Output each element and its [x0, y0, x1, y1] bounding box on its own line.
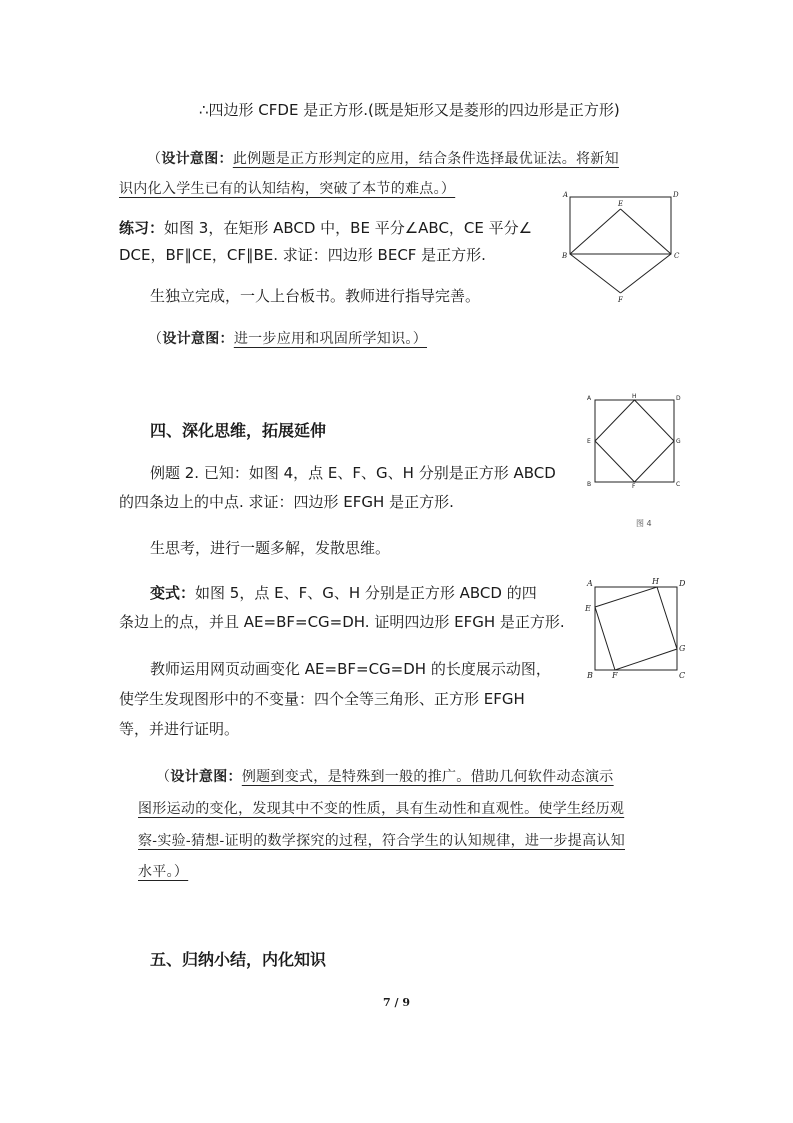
fig4-label-D: D [676, 395, 681, 402]
conclusion-reason: (既是矩形又是菱形的四边形是正方形) [367, 101, 620, 119]
figure-5 [582, 574, 688, 682]
paren-open: （ [156, 769, 171, 785]
fig3-label-A: A [563, 191, 569, 199]
conclusion-line [199, 99, 620, 120]
practice-note: 生独立完成，一人上台板书。教师进行指导完善。 [150, 287, 481, 305]
section-4-heading: 四、深化思维，拓展延伸 [150, 421, 327, 440]
fig5-label-H: H [652, 577, 659, 586]
fig5-label-A: A [587, 579, 593, 588]
practice-line1 [119, 217, 532, 238]
fig5-label-C: C [679, 671, 686, 680]
variant-label: 变式： [150, 584, 196, 602]
fig3-label-D: D [673, 191, 679, 199]
fig4-label-G: G [676, 438, 681, 445]
figure-4 [584, 392, 684, 532]
section-5-heading: 五、归纳小结，内化知识 [150, 950, 327, 969]
fig5-label-G: G [679, 644, 686, 653]
design-intent-1-line1 [147, 148, 619, 168]
example2-line1: 例题 2. 已知：如图 4，点 E、F、G、H 分别是正方形 ABCD [150, 464, 556, 482]
fig5-inner-square [595, 587, 677, 670]
fig4-inner-square [595, 400, 674, 482]
figure-4-caption: 图 4 [636, 519, 652, 528]
fig4-label-C: C [676, 481, 681, 488]
design-intent-text: 例题到变式，是特殊到一般的推广。借助几何软件动态演示 [241, 769, 614, 785]
practice-text: 如图 3，在矩形 ABCD 中，BE 平分∠ABC，CE 平分∠ [164, 219, 533, 237]
design-intent-label: 设计意图： [161, 151, 233, 167]
fig3-label-C: C [674, 252, 680, 260]
fig3-segment-CF [621, 254, 672, 293]
fig4-square [595, 400, 674, 482]
fig4-label-F: F [632, 483, 636, 490]
teacher-line1: 教师运用网页动画变化 AE=BF=CG=DH 的长度展示动图， [150, 660, 551, 678]
fig4-label-B: B [587, 481, 592, 488]
design-intent-2 [148, 328, 427, 348]
example2-note: 生思考，进行一题多解，发散思维。 [150, 539, 391, 557]
teacher-line3: 等，并进行证明。 [119, 720, 240, 738]
variant-text: 如图 5，点 E、F、G、H 分别是正方形 ABCD 的四 [195, 584, 537, 602]
fig3-segment-BE [570, 209, 621, 254]
design-intent-1-line2: 识内化入学生已有的认知结构，突破了本节的难点。） [119, 181, 456, 197]
fig3-segment-BF [570, 254, 621, 293]
teacher-line2: 使学生发现图形中的不变量：四个全等三角形、正方形 EFGH [119, 690, 525, 708]
design-intent-3-line4: 水平。） [138, 864, 189, 880]
design-intent-text: 进一步应用和巩固所学知识。） [233, 331, 428, 347]
design-intent-3-line1 [156, 766, 614, 786]
fig3-label-E: E [618, 200, 624, 208]
fig3-label-B: B [562, 252, 568, 260]
fig5-label-B: B [587, 671, 593, 680]
practice-line2: DCE，BF∥CE，CF∥BE. 求证：四边形 BECF 是正方形. [119, 246, 486, 264]
fig3-segment-CE [621, 209, 672, 254]
page-number: 7 / 9 [383, 996, 410, 1009]
practice-label: 练习： [119, 219, 165, 237]
fig4-label-A: A [587, 395, 592, 402]
fig5-label-D: D [679, 579, 686, 588]
design-intent-label: 设计意图： [162, 331, 234, 347]
design-intent-3-line2: 图形运动的变化，发现其中不变的性质，具有生动性和直观性。使学生经历观 [138, 801, 625, 817]
design-intent-text: 此例题是正方形判定的应用，结合条件选择最优证法。将新知 [232, 151, 619, 167]
paren-open: （ [148, 331, 163, 347]
design-intent-3-line3: 察-实验-猜想-证明的数学探究的过程，符合学生的认知规律，进一步提高认知 [138, 833, 625, 849]
fig5-label-F: F [612, 671, 618, 680]
fig3-label-F: F [618, 296, 623, 304]
paren-open: （ [147, 151, 162, 167]
variant-line2: 条边上的点，并且 AE=BF=CG=DH. 证明四边形 EFGH 是正方形. [119, 613, 565, 631]
fig4-label-H: H [632, 393, 637, 400]
fig4-label-E: E [587, 438, 591, 445]
conclusion-text: ∴四边形 CFDE 是正方形. [199, 101, 368, 119]
figure-3 [560, 188, 684, 306]
variant-line1 [150, 582, 537, 603]
fig5-square [595, 587, 677, 670]
fig5-label-E: E [585, 604, 591, 613]
design-intent-label: 设计意图： [170, 769, 242, 785]
example2-line2: 的四条边上的中点. 求证：四边形 EFGH 是正方形. [119, 493, 454, 511]
